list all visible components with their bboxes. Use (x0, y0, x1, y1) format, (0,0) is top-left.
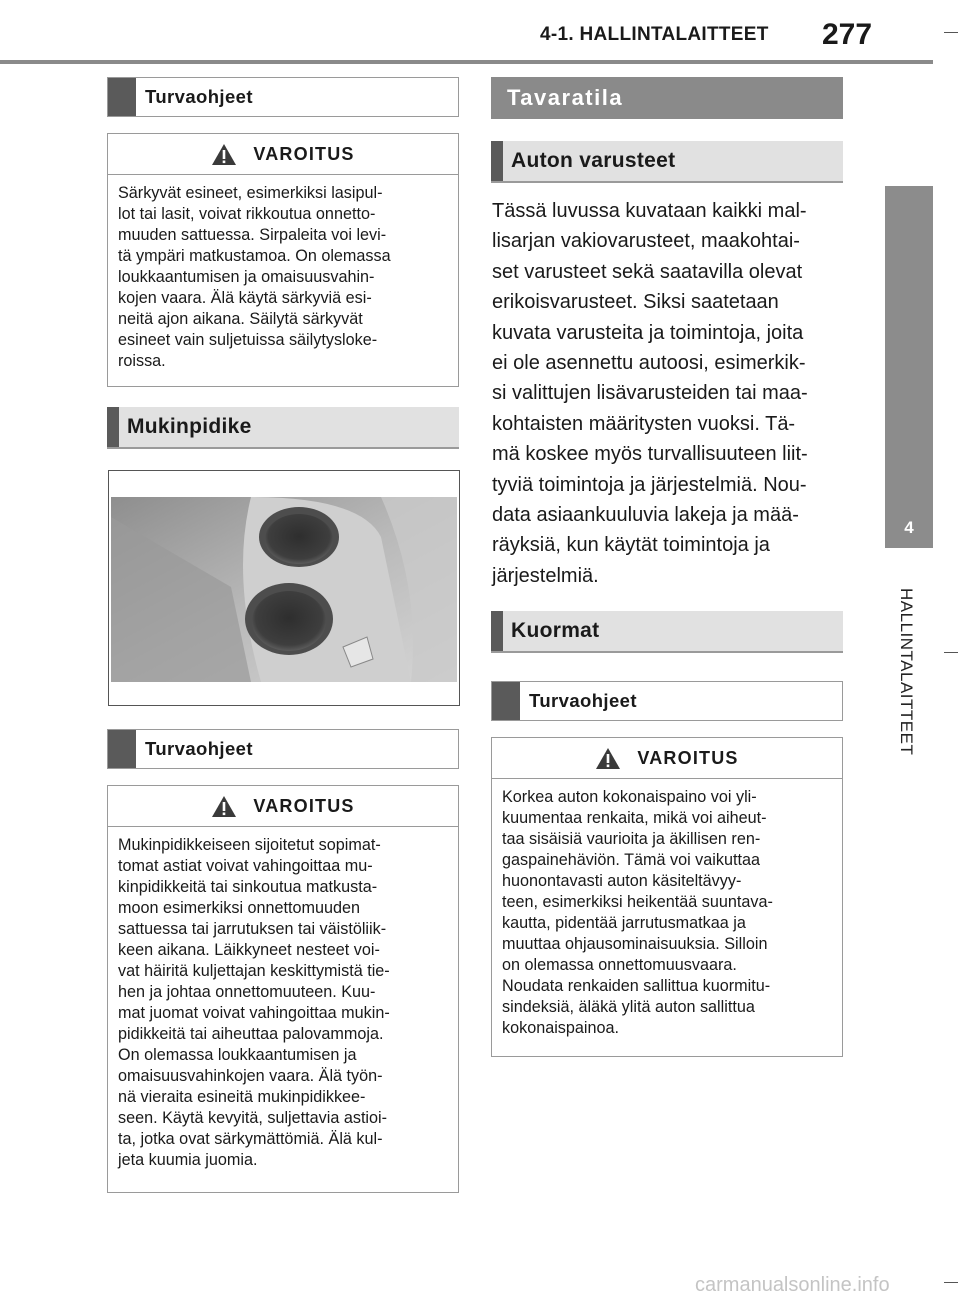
warning-triangle-icon (211, 795, 237, 818)
heading-bar (492, 682, 520, 720)
warning-line: hen ja johtaa onnettomuuteen. Kuu- (118, 983, 376, 1001)
watermark: carmanualsonline.info (695, 1274, 890, 1296)
warning-box-2 (107, 785, 459, 1193)
warning-line: kojen vaara. Älä käytä särkyviä esi- (118, 289, 372, 307)
running-head: 4-1. HALLINTALAITTEET (540, 24, 769, 45)
warning-line: gaspainehäviön. Tämä voi vaikuttaa (502, 851, 760, 869)
chapter-number: 4 (904, 518, 914, 537)
cupholder-photo (108, 470, 460, 706)
warning-line: seen. Käytä kevyitä, suljettavia astioi- (118, 1109, 388, 1127)
warning-header (492, 738, 842, 779)
body-line: kohtaisten määritysten vuoksi. Tä- (492, 412, 796, 435)
warning-line: On olemassa loukkaantumisen ja (118, 1046, 357, 1064)
cupholder-illustration (111, 497, 457, 682)
crop-mark (944, 1282, 958, 1283)
heading-text: Mukinpidike (127, 415, 252, 438)
body-line: järjestelmiä. (492, 564, 599, 587)
warning-title: VAROITUS (253, 795, 355, 816)
heading-bar (108, 730, 136, 768)
heading-bar (107, 407, 119, 447)
heading-text: Turvaohjeet (145, 738, 253, 759)
body-line: räyksiä, kun käytät toimintoja ja (492, 534, 770, 557)
warning-title: VAROITUS (637, 747, 739, 768)
body-line: set varusteet sekä saatavilla olevat (492, 260, 803, 283)
warning-line: moon esimerkiksi onnettomuuden (118, 899, 361, 917)
warning-line: kokonaispainoa. (502, 1019, 619, 1037)
header-rule (0, 60, 933, 64)
warning-header (108, 786, 458, 827)
body-line: kuvata varusteita ja toimintoja, joita (492, 321, 804, 344)
safety-heading-1 (107, 77, 459, 117)
heading-bar (491, 141, 503, 181)
body-line: data asiaankuuluvia lakeja ja mää- (492, 504, 799, 527)
warning-header (108, 134, 458, 175)
warning-line: loukkaantumisen ja omaisuusvahin- (118, 268, 375, 286)
warning-line: nä vieraita esineitä mukinpidikkee- (118, 1088, 366, 1106)
warning-line: jeta kuumia juomia. (118, 1151, 258, 1169)
equipment-paragraph (492, 196, 808, 591)
body-line: erikoisvarusteet. Siksi saatetaan (492, 291, 779, 314)
warning-line: Korkea auton kokonaispaino voi yli- (502, 788, 757, 806)
warning-box-3 (491, 737, 843, 1057)
warning-body (492, 779, 842, 1039)
warning-line: kinpidikkeitä tai sinkoutua matkusta- (118, 878, 378, 896)
warning-line: mat juomat voivat vahingoittaa mukin- (118, 1004, 390, 1022)
chapter-label: HALLINTALAITTEET (897, 588, 916, 756)
body-line: ei ole asennettu autoosi, esimerkik- (492, 352, 806, 375)
warning-line: Särkyvät esineet, esimerkiksi lasipul- (118, 184, 383, 202)
warning-line: tomat astiat voivat vahingoittaa mu- (118, 857, 373, 875)
loads-heading (491, 611, 843, 653)
warning-line: on olemassa onnettomuusvaara. (502, 956, 737, 974)
warning-title: VAROITUS (253, 143, 355, 164)
warning-line: omaisuusvahinkojen vaara. Älä työn- (118, 1067, 383, 1085)
warning-line: taa sisäisiä vaurioita ja äkillisen ren- (502, 830, 761, 848)
warning-line: Mukinpidikkeiseen sijoitetut sopimat- (118, 836, 381, 854)
warning-line: muuden sattuessa. Sirpaleita voi levi- (118, 226, 387, 244)
body-line: Tässä luvussa kuvataan kaikki mal- (492, 200, 807, 222)
warning-line: tä ympäri matkustamoa. On olemassa (118, 247, 391, 265)
warning-line: vat häiritä kuljettajan keskittymistä tie- (118, 962, 390, 980)
warning-line: huonontavasti auton käsiteltävyy- (502, 872, 742, 890)
safety-heading-2 (107, 729, 459, 769)
warning-body (108, 827, 458, 1171)
page-number: 277 (822, 18, 873, 51)
warning-line: pidikkeitä tai aiheuttaa palovammoja. (118, 1025, 384, 1043)
body-line: lisarjan vakiovarusteet, maakohtai- (492, 230, 800, 253)
safety-heading-3 (491, 681, 843, 721)
warning-line: lot tai lasit, voivat rikkoutua onnetto- (118, 205, 376, 223)
warning-line: kuumentaa renkaita, mikä voi aiheut- (502, 809, 767, 827)
warning-triangle-icon (211, 143, 237, 166)
warning-line: teen, esimerkiksi heikentää suuntava- (502, 893, 773, 911)
warning-line: muuttaa ohjausominaisuuksia. Silloin (502, 935, 768, 953)
heading-text: Kuormat (511, 619, 600, 642)
heading-text: Auton varusteet (511, 149, 676, 172)
warning-body (108, 175, 458, 372)
heading-bar (108, 78, 136, 116)
body-line: mä koskee myös turvallisuuteen liit- (492, 443, 808, 466)
warning-line: esineet vain suljetuissa säilytysloke- (118, 331, 378, 349)
body-line: si valittujen lisävarusteiden tai maa- (492, 382, 808, 405)
body-line: tyviä toimintoja ja järjestelmiä. Nou- (492, 473, 807, 496)
warning-line: ta, jotka ovat särkymättömiä. Älä kul- (118, 1130, 383, 1148)
warning-line: kautta, pidentää jarrutusmatkaa ja (502, 914, 746, 932)
heading-bar (491, 611, 503, 651)
warning-triangle-icon (595, 747, 621, 770)
section-heading-cargo (491, 77, 843, 119)
warning-box-1 (107, 133, 459, 387)
crop-mark (944, 652, 958, 653)
heading-text: Turvaohjeet (145, 86, 253, 107)
crop-mark (944, 32, 958, 33)
warning-line: Noudata renkaiden sallittua kuormitu- (502, 977, 771, 995)
warning-line: roissa. (118, 352, 166, 370)
warning-line: neitä ajon aikana. Säilytä särkyvät (118, 310, 363, 328)
chapter-tab (885, 186, 933, 548)
warning-line: sattuessa tai jarrutuksen tai väistöliik- (118, 920, 387, 938)
heading-text: Turvaohjeet (529, 690, 637, 711)
cupholder-heading (107, 407, 459, 449)
equipment-heading (491, 141, 843, 183)
heading-text: Tavaratila (507, 85, 624, 110)
warning-line: keen aikana. Läikkyneet nesteet voi- (118, 941, 380, 959)
warning-line: sindeksiä, äläkä ylitä auton sallittua (502, 998, 755, 1016)
